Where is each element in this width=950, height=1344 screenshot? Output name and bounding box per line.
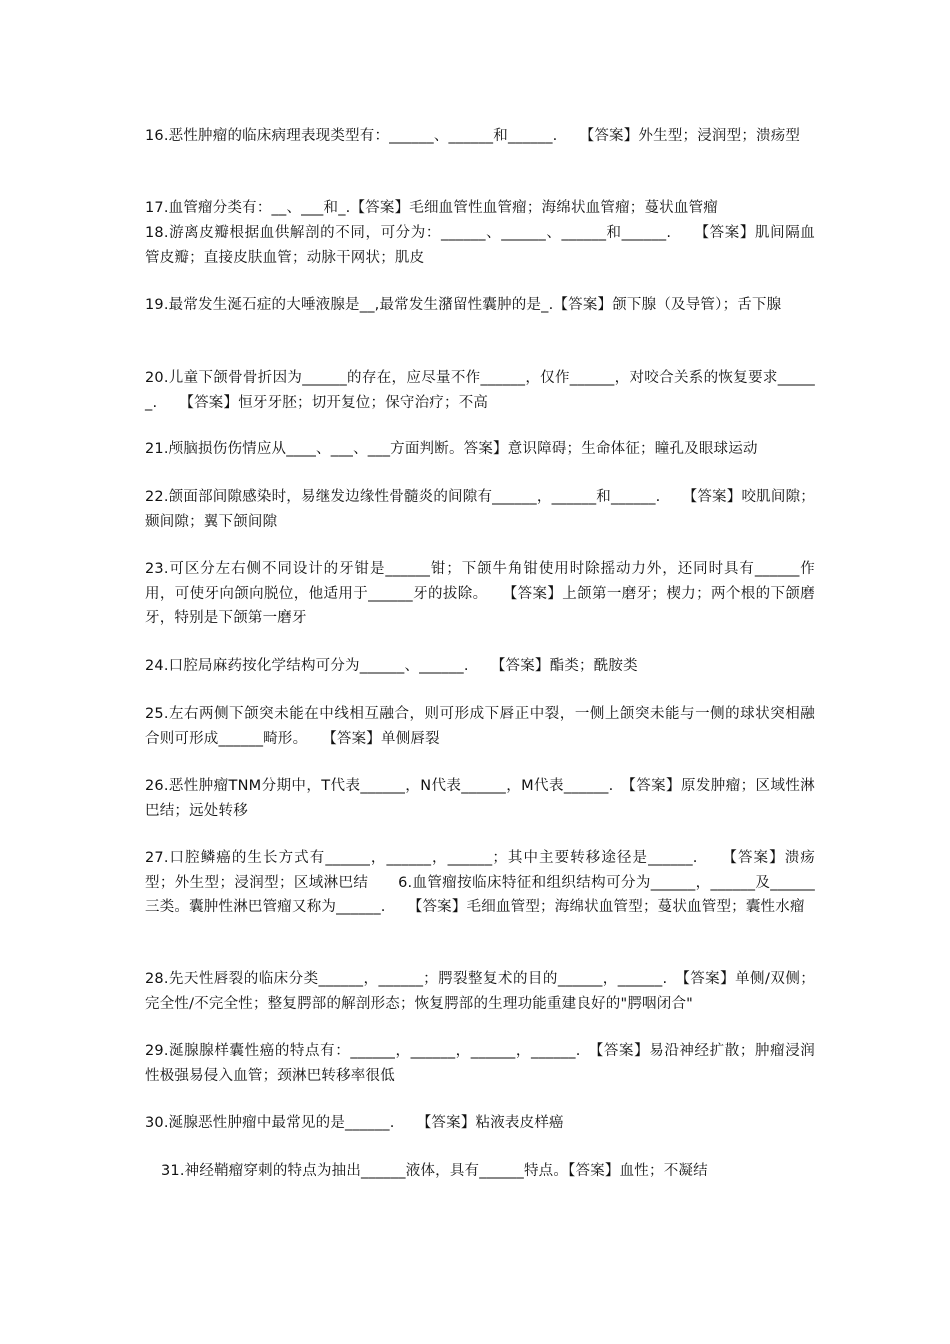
question-23: 23.可区分左右侧不同设计的牙钳是______钳；下颌牛角钳使用时除摇动力外，还同时具有______作用，可使牙向颌向脱位，他适用于______牙的拔除。 【答案】上颌第一磨牙；楔力；两个根的下颌磨牙，特别是下颌第一磨牙 xyxy=(145,561,815,626)
question-29: 29.涎腺腺样囊性癌的特点有：______，______，______，______. 【答案】易沿神经扩散；肿瘤浸润性极强易侵入血管；颈淋巴转移率很低 xyxy=(145,1043,815,1084)
question-30: 30.涎腺恶性肿瘤中最常见的是______. 【答案】粘液表皮样癌 xyxy=(145,1115,564,1131)
question-19: 19.最常发生涎石症的大唾液腺是__,最常发生潴留性囊肿的是_.【答案】颌下腺（及导管）；舌下腺 xyxy=(145,297,782,313)
question-26: 26.恶性肿瘤TNM分期中，T代表______，N代表______，M代表______. 【答案】原发肿瘤；区域性淋巴结；远处转移 xyxy=(145,778,815,819)
question-31: 31.神经鞘瘤穿刺的特点为抽出______液体，具有______特点。【答案】血性；不凝结 xyxy=(161,1163,708,1179)
question-24: 24.口腔局麻药按化学结构可分为______、______. 【答案】酯类；酰胺类 xyxy=(145,658,638,674)
question-16: 16.恶性肿瘤的临床病理表现类型有：______、______和______. 【答案】外生型；浸润型；溃疡型 xyxy=(145,128,801,144)
question-25: 25.左右两侧下颌突未能在中线相互融合，则可形成下唇正中裂，一侧上颌突未能与一侧的球状突相融合则可形成______畸形。 【答案】单侧唇裂 xyxy=(145,706,815,747)
question-21: 21.颅脑损伤伤情应从____、___、___方面判断。答案】意识障碍；生命体征；瞳孔及眼球运动 xyxy=(145,441,758,457)
question-22: 22.颌面部间隙感染时，易继发边缘性骨髓炎的间隙有______，______和______. 【答案】咬肌间隙；颞间隙；翼下颌间隙 xyxy=(145,489,815,530)
question-18: 18.游离皮瓣根据血供解剖的不同，可分为：______、______、______和______. 【答案】肌间隔血管皮瓣；直接皮肤血管；动脉干网状；肌皮 xyxy=(145,225,815,266)
question-27: 27.口腔鳞癌的生长方式有______，______，______；其中主要转移途径是______. 【答案】溃疡型；外生型；浸润型；区域淋巴结 6.血管瘤按临床特征和组织结构可分为______，______及______三类。囊肿性淋巴管瘤又称为______. 【答案】毛细血管型；海绵状血管型；蔓状血管型；囊性水瘤 xyxy=(145,850,815,915)
question-17: 17.血管瘤分类有：__、___和_.【答案】毛细血管性血管瘤；海绵状血管瘤；蔓状血管瘤 xyxy=(145,200,718,216)
question-28: 28.先天性唇裂的临床分类______，______；腭裂整复术的目的______，______. 【答案】单侧/双侧；完全性/不完全性；整复腭部的解剖形态；恢复腭部的生理功能重建良好的"腭咽闭合" xyxy=(145,971,815,1012)
question-20: 20.儿童下颌骨骨折因为______的存在，应尽量不作______，仅作______，对咬合关系的恢复要求______. 【答案】恒牙牙胚；切开复位；保守治疗；不高 xyxy=(145,370,815,411)
